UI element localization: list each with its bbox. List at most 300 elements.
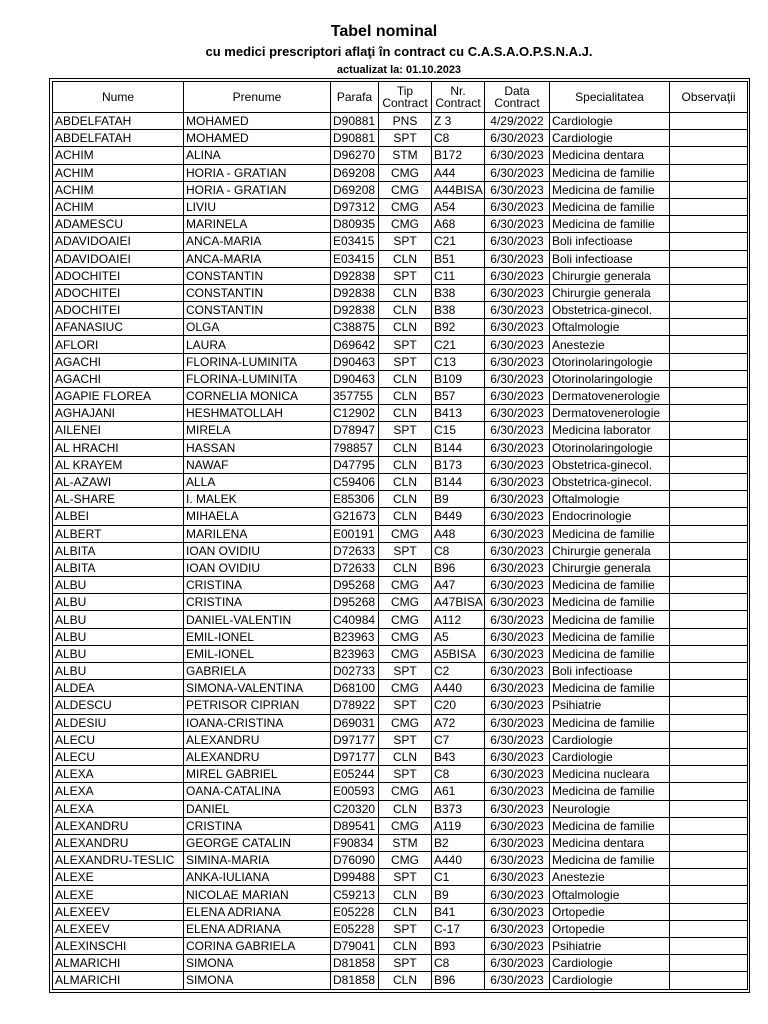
cell-nr-contract: A44 — [432, 164, 485, 181]
cell-prenume: NAWAF — [184, 456, 331, 473]
cell-observatii — [670, 336, 748, 353]
cell-specialitatea: Otorinolaringologie — [550, 370, 670, 387]
cell-prenume: MIRELA — [184, 422, 331, 439]
cell-prenume: ALEXANDRU — [184, 748, 331, 765]
cell-prenume: GABRIELA — [184, 663, 331, 680]
cell-prenume: ANCA-MARIA — [184, 250, 331, 267]
cell-parafa: D90881 — [331, 130, 379, 147]
cell-prenume: ALEXANDRU — [184, 731, 331, 748]
cell-nume: ADAMESCU — [53, 216, 184, 233]
cell-prenume: PETRISOR CIPRIAN — [184, 697, 331, 714]
cell-parafa: C20320 — [331, 800, 379, 817]
cell-specialitatea: Cardiologie — [550, 955, 670, 972]
table-body — [53, 113, 748, 990]
cell-prenume: MARILENA — [184, 525, 331, 542]
cell-nr-contract: A61 — [432, 783, 485, 800]
table-row — [53, 456, 748, 473]
cell-nume: ALBU — [53, 577, 184, 594]
cell-data-contract: 6/30/2023 — [485, 198, 550, 215]
cell-nume: AGAPIE FLOREA — [53, 388, 184, 405]
cell-nr-contract: C15 — [432, 422, 485, 439]
cell-prenume: DANIEL — [184, 800, 331, 817]
cell-prenume: EMIL-IONEL — [184, 645, 331, 662]
cell-prenume: GEORGE CATALIN — [184, 834, 331, 851]
table-row — [53, 577, 748, 594]
cell-parafa: D78922 — [331, 697, 379, 714]
cell-data-contract: 6/30/2023 — [485, 542, 550, 559]
cell-tip-contract: CMG — [379, 714, 432, 731]
cell-data-contract: 6/30/2023 — [485, 491, 550, 508]
table-row — [53, 267, 748, 284]
table-row — [53, 559, 748, 576]
cell-parafa: D81858 — [331, 972, 379, 989]
table-row — [53, 491, 748, 508]
cell-nr-contract: A54 — [432, 198, 485, 215]
table-row — [53, 284, 748, 301]
cell-tip-contract: STM — [379, 147, 432, 164]
cell-observatii — [670, 903, 748, 920]
cell-nume: ALEXEEV — [53, 903, 184, 920]
cell-nr-contract: A112 — [432, 611, 485, 628]
cell-data-contract: 6/30/2023 — [485, 731, 550, 748]
cell-data-contract: 6/30/2023 — [485, 594, 550, 611]
cell-nume: AFANASIUC — [53, 319, 184, 336]
table-row — [53, 800, 748, 817]
cell-observatii — [670, 370, 748, 387]
cell-nume: AL-AZAWI — [53, 473, 184, 490]
cell-nume: AL KRAYEM — [53, 456, 184, 473]
cell-observatii — [670, 697, 748, 714]
cell-observatii — [670, 766, 748, 783]
cell-parafa: D96270 — [331, 147, 379, 164]
cell-parafa: D90881 — [331, 113, 379, 130]
table-row — [53, 748, 748, 765]
table-header-row — [53, 82, 748, 113]
cell-prenume: MARINELA — [184, 216, 331, 233]
table-row — [53, 542, 748, 559]
cell-data-contract: 6/30/2023 — [485, 714, 550, 731]
table-row — [53, 370, 748, 387]
cell-specialitatea: Medicina de familie — [550, 611, 670, 628]
cell-nume: ADOCHITEI — [53, 267, 184, 284]
cell-tip-contract: CMG — [379, 852, 432, 869]
table-row — [53, 869, 748, 886]
cell-observatii — [670, 559, 748, 576]
cell-nr-contract: B413 — [432, 405, 485, 422]
cell-tip-contract: SPT — [379, 130, 432, 147]
cell-specialitatea: Medicina de familie — [550, 181, 670, 198]
cell-specialitatea: Chirurgie generala — [550, 267, 670, 284]
cell-nr-contract: B51 — [432, 250, 485, 267]
cell-specialitatea: Medicina de familie — [550, 817, 670, 834]
cell-data-contract: 6/30/2023 — [485, 181, 550, 198]
cell-specialitatea: Oftalmologie — [550, 491, 670, 508]
cell-specialitatea: Obstetrica-ginecol. — [550, 473, 670, 490]
cell-observatii — [670, 353, 748, 370]
table-row — [53, 508, 748, 525]
cell-tip-contract: CLN — [379, 800, 432, 817]
cell-parafa: B23963 — [331, 645, 379, 662]
cell-tip-contract: CLN — [379, 559, 432, 576]
cell-prenume: I. MALEK — [184, 491, 331, 508]
cell-parafa: B23963 — [331, 628, 379, 645]
cell-specialitatea: Boli infectioase — [550, 250, 670, 267]
table-row — [53, 783, 748, 800]
cell-tip-contract: CMG — [379, 680, 432, 697]
cell-specialitatea: Cardiologie — [550, 731, 670, 748]
cell-tip-contract: SPT — [379, 955, 432, 972]
cell-nr-contract: B57 — [432, 388, 485, 405]
cell-tip-contract: PNS — [379, 113, 432, 130]
cell-nr-contract: C8 — [432, 955, 485, 972]
cell-nr-contract: B92 — [432, 319, 485, 336]
cell-nume: AL HRACHI — [53, 439, 184, 456]
cell-observatii — [670, 456, 748, 473]
cell-parafa: E05228 — [331, 920, 379, 937]
cell-nr-contract: C-17 — [432, 920, 485, 937]
cell-observatii — [670, 955, 748, 972]
table-row — [53, 388, 748, 405]
header-nr-contract: Nr. Contract — [432, 82, 485, 113]
cell-tip-contract: CLN — [379, 319, 432, 336]
cell-observatii — [670, 663, 748, 680]
cell-nume: AGACHI — [53, 353, 184, 370]
cell-prenume: SIMINA-MARIA — [184, 852, 331, 869]
cell-parafa: C40984 — [331, 611, 379, 628]
cell-prenume: FLORINA-LUMINITA — [184, 370, 331, 387]
cell-prenume: IOAN OVIDIU — [184, 542, 331, 559]
cell-specialitatea: Chirurgie generala — [550, 542, 670, 559]
cell-nume: ALBU — [53, 663, 184, 680]
table-row — [53, 525, 748, 542]
cell-tip-contract: CLN — [379, 284, 432, 301]
cell-nume: ALEXA — [53, 800, 184, 817]
cell-nume: ALEXINSCHI — [53, 938, 184, 955]
cell-tip-contract: CLN — [379, 473, 432, 490]
cell-parafa: D97177 — [331, 748, 379, 765]
cell-tip-contract: SPT — [379, 267, 432, 284]
cell-parafa: D81858 — [331, 955, 379, 972]
table-row — [53, 611, 748, 628]
table-row — [53, 714, 748, 731]
cell-data-contract: 6/30/2023 — [485, 628, 550, 645]
cell-nume: ADOCHITEI — [53, 284, 184, 301]
cell-parafa: D97177 — [331, 731, 379, 748]
cell-specialitatea: Medicina de familie — [550, 714, 670, 731]
cell-observatii — [670, 267, 748, 284]
cell-prenume: MOHAMED — [184, 130, 331, 147]
cell-data-contract: 6/30/2023 — [485, 164, 550, 181]
cell-prenume: SIMONA — [184, 955, 331, 972]
cell-observatii — [670, 473, 748, 490]
table-row — [53, 886, 748, 903]
cell-tip-contract: CMG — [379, 198, 432, 215]
cell-nr-contract: B41 — [432, 903, 485, 920]
cell-tip-contract: CMG — [379, 181, 432, 198]
cell-prenume: MIREL GABRIEL — [184, 766, 331, 783]
cell-tip-contract: STM — [379, 834, 432, 851]
cell-parafa: D68100 — [331, 680, 379, 697]
cell-specialitatea: Boli infectioase — [550, 663, 670, 680]
cell-prenume: IOAN OVIDIU — [184, 559, 331, 576]
cell-nume: ALDESIU — [53, 714, 184, 731]
cell-tip-contract: CMG — [379, 817, 432, 834]
cell-nume: ACHIM — [53, 181, 184, 198]
cell-observatii — [670, 164, 748, 181]
cell-data-contract: 6/30/2023 — [485, 267, 550, 284]
cell-tip-contract: SPT — [379, 233, 432, 250]
cell-specialitatea: Obstetrica-ginecol. — [550, 456, 670, 473]
table-row — [53, 920, 748, 937]
cell-nume: ACHIM — [53, 147, 184, 164]
cell-tip-contract: SPT — [379, 542, 432, 559]
cell-prenume: FLORINA-LUMINITA — [184, 353, 331, 370]
cell-observatii — [670, 388, 748, 405]
cell-observatii — [670, 439, 748, 456]
cell-specialitatea: Medicina de familie — [550, 577, 670, 594]
cell-parafa: D69642 — [331, 336, 379, 353]
cell-tip-contract: CLN — [379, 886, 432, 903]
cell-nume: ALBU — [53, 611, 184, 628]
cell-tip-contract: SPT — [379, 663, 432, 680]
cell-nume: AFLORI — [53, 336, 184, 353]
cell-observatii — [670, 594, 748, 611]
cell-specialitatea: Endocrinologie — [550, 508, 670, 525]
cell-data-contract: 6/30/2023 — [485, 473, 550, 490]
cell-data-contract: 6/30/2023 — [485, 284, 550, 301]
cell-prenume: DANIEL-VALENTIN — [184, 611, 331, 628]
cell-data-contract: 6/30/2023 — [485, 147, 550, 164]
header-specialitatea: Specialitatea — [550, 82, 670, 113]
cell-prenume: HORIA - GRATIAN — [184, 181, 331, 198]
cell-prenume: OANA-CATALINA — [184, 783, 331, 800]
cell-observatii — [670, 972, 748, 989]
cell-data-contract: 6/30/2023 — [485, 697, 550, 714]
cell-data-contract: 6/30/2023 — [485, 766, 550, 783]
cell-observatii — [670, 508, 748, 525]
cell-prenume: SIMONA-VALENTINA — [184, 680, 331, 697]
cell-data-contract: 6/30/2023 — [485, 370, 550, 387]
cell-observatii — [670, 938, 748, 955]
cell-prenume: NICOLAE MARIAN — [184, 886, 331, 903]
table-row — [53, 405, 748, 422]
table-row — [53, 439, 748, 456]
cell-parafa: D90463 — [331, 370, 379, 387]
cell-nume: ABDELFATAH — [53, 113, 184, 130]
cell-prenume: CRISTINA — [184, 817, 331, 834]
cell-specialitatea: Anestezie — [550, 336, 670, 353]
cell-tip-contract: CMG — [379, 594, 432, 611]
cell-observatii — [670, 834, 748, 851]
cell-nr-contract: B144 — [432, 439, 485, 456]
table-row — [53, 216, 748, 233]
cell-nume: ALMARICHI — [53, 955, 184, 972]
cell-tip-contract: CLN — [379, 388, 432, 405]
cell-nr-contract: A119 — [432, 817, 485, 834]
cell-parafa: D69208 — [331, 164, 379, 181]
cell-specialitatea: Cardiologie — [550, 130, 670, 147]
cell-nr-contract: B9 — [432, 886, 485, 903]
cell-specialitatea: Medicina de familie — [550, 680, 670, 697]
cell-specialitatea: Anestezie — [550, 869, 670, 886]
table-row — [53, 645, 748, 662]
table-row — [53, 628, 748, 645]
cell-nume: ACHIM — [53, 198, 184, 215]
cell-data-contract: 6/30/2023 — [485, 422, 550, 439]
cell-data-contract: 6/30/2023 — [485, 577, 550, 594]
cell-parafa: E00191 — [331, 525, 379, 542]
cell-data-contract: 6/30/2023 — [485, 903, 550, 920]
cell-observatii — [670, 216, 748, 233]
table-row — [53, 834, 748, 851]
cell-tip-contract: CLN — [379, 972, 432, 989]
cell-parafa: D80935 — [331, 216, 379, 233]
cell-nume: ALEXA — [53, 783, 184, 800]
table-frame — [49, 78, 750, 993]
cell-data-contract: 6/30/2023 — [485, 388, 550, 405]
cell-specialitatea: Medicina de familie — [550, 198, 670, 215]
table-row — [53, 955, 748, 972]
cell-nr-contract: C2 — [432, 663, 485, 680]
table-row — [53, 198, 748, 215]
cell-parafa: D72633 — [331, 559, 379, 576]
cell-observatii — [670, 783, 748, 800]
cell-nr-contract: A5 — [432, 628, 485, 645]
cell-tip-contract: CLN — [379, 938, 432, 955]
cell-nume: ADOCHITEI — [53, 302, 184, 319]
cell-nr-contract: A72 — [432, 714, 485, 731]
cell-parafa: C38875 — [331, 319, 379, 336]
cell-nume: ALECU — [53, 748, 184, 765]
cell-prenume: CORNELIA MONICA — [184, 388, 331, 405]
cell-specialitatea: Medicina dentara — [550, 834, 670, 851]
table-row — [53, 336, 748, 353]
cell-tip-contract: CLN — [379, 250, 432, 267]
cell-data-contract: 6/30/2023 — [485, 920, 550, 937]
cell-observatii — [670, 611, 748, 628]
table-row — [53, 852, 748, 869]
table-row — [53, 594, 748, 611]
cell-tip-contract: CLN — [379, 491, 432, 508]
cell-nr-contract: C11 — [432, 267, 485, 284]
cell-nr-contract: Z 3 — [432, 113, 485, 130]
cell-parafa: C59406 — [331, 473, 379, 490]
cell-prenume: MIHAELA — [184, 508, 331, 525]
cell-specialitatea: Medicina de familie — [550, 594, 670, 611]
cell-data-contract: 6/30/2023 — [485, 645, 550, 662]
cell-observatii — [670, 817, 748, 834]
cell-nume: ALDESCU — [53, 697, 184, 714]
cell-specialitatea: Chirurgie generala — [550, 284, 670, 301]
table-row — [53, 938, 748, 955]
cell-parafa: E00593 — [331, 783, 379, 800]
cell-nr-contract: A47BISA — [432, 594, 485, 611]
cell-nume: ALEXA — [53, 766, 184, 783]
cell-parafa: D92838 — [331, 284, 379, 301]
cell-specialitatea: Oftalmologie — [550, 319, 670, 336]
cell-nr-contract: C20 — [432, 697, 485, 714]
table-row — [53, 731, 748, 748]
cell-nr-contract: B96 — [432, 559, 485, 576]
cell-prenume: CRISTINA — [184, 594, 331, 611]
cell-observatii — [670, 491, 748, 508]
cell-nume: AGHAJANI — [53, 405, 184, 422]
cell-tip-contract: CMG — [379, 577, 432, 594]
cell-parafa: 357755 — [331, 388, 379, 405]
cell-data-contract: 6/30/2023 — [485, 886, 550, 903]
header-prenume: Prenume — [184, 82, 331, 113]
cell-observatii — [670, 714, 748, 731]
cell-prenume: LAURA — [184, 336, 331, 353]
cell-data-contract: 6/30/2023 — [485, 955, 550, 972]
cell-data-contract: 6/30/2023 — [485, 302, 550, 319]
cell-prenume: ELENA ADRIANA — [184, 920, 331, 937]
cell-prenume: ANCA-MARIA — [184, 233, 331, 250]
cell-parafa: D95268 — [331, 594, 379, 611]
table-row — [53, 680, 748, 697]
cell-parafa: E03415 — [331, 233, 379, 250]
cell-tip-contract: SPT — [379, 920, 432, 937]
table-row — [53, 130, 748, 147]
cell-nr-contract: A47 — [432, 577, 485, 594]
cell-nr-contract: A48 — [432, 525, 485, 542]
cell-tip-contract: CLN — [379, 370, 432, 387]
cell-nr-contract: A440 — [432, 852, 485, 869]
cell-nume: ALEXANDRU-TESLIC — [53, 852, 184, 869]
cell-prenume: LIVIU — [184, 198, 331, 215]
cell-specialitatea: Medicina de familie — [550, 164, 670, 181]
table-row — [53, 697, 748, 714]
cell-observatii — [670, 920, 748, 937]
cell-tip-contract: SPT — [379, 353, 432, 370]
cell-tip-contract: CLN — [379, 903, 432, 920]
cell-parafa: D02733 — [331, 663, 379, 680]
cell-nr-contract: C8 — [432, 766, 485, 783]
cell-specialitatea: Medicina dentara — [550, 147, 670, 164]
cell-parafa: E03415 — [331, 250, 379, 267]
cell-nr-contract: A44BISA — [432, 181, 485, 198]
cell-nr-contract: A5BISA — [432, 645, 485, 662]
cell-tip-contract: SPT — [379, 422, 432, 439]
cell-specialitatea: Obstetrica-ginecol. — [550, 302, 670, 319]
cell-prenume: EMIL-IONEL — [184, 628, 331, 645]
cell-specialitatea: Cardiologie — [550, 972, 670, 989]
table-row — [53, 473, 748, 490]
cell-tip-contract: CMG — [379, 628, 432, 645]
cell-data-contract: 6/30/2023 — [485, 233, 550, 250]
cell-nr-contract: C21 — [432, 336, 485, 353]
cell-observatii — [670, 748, 748, 765]
cell-parafa: D79041 — [331, 938, 379, 955]
cell-observatii — [670, 130, 748, 147]
cell-prenume: HESHMATOLLAH — [184, 405, 331, 422]
cell-nume: AGACHI — [53, 370, 184, 387]
table-row — [53, 422, 748, 439]
cell-prenume: HORIA - GRATIAN — [184, 164, 331, 181]
cell-nr-contract: B173 — [432, 456, 485, 473]
document-title: Tabel nominal — [330, 23, 438, 40]
cell-parafa: D89541 — [331, 817, 379, 834]
cell-prenume: ALLA — [184, 473, 331, 490]
cell-nume: ALBITA — [53, 559, 184, 576]
cell-parafa: D95268 — [331, 577, 379, 594]
cell-nume: ADAVIDOAIEI — [53, 250, 184, 267]
cell-nr-contract: B93 — [432, 938, 485, 955]
cell-tip-contract: SPT — [379, 731, 432, 748]
table-row — [53, 250, 748, 267]
cell-nr-contract: C7 — [432, 731, 485, 748]
cell-tip-contract: SPT — [379, 766, 432, 783]
